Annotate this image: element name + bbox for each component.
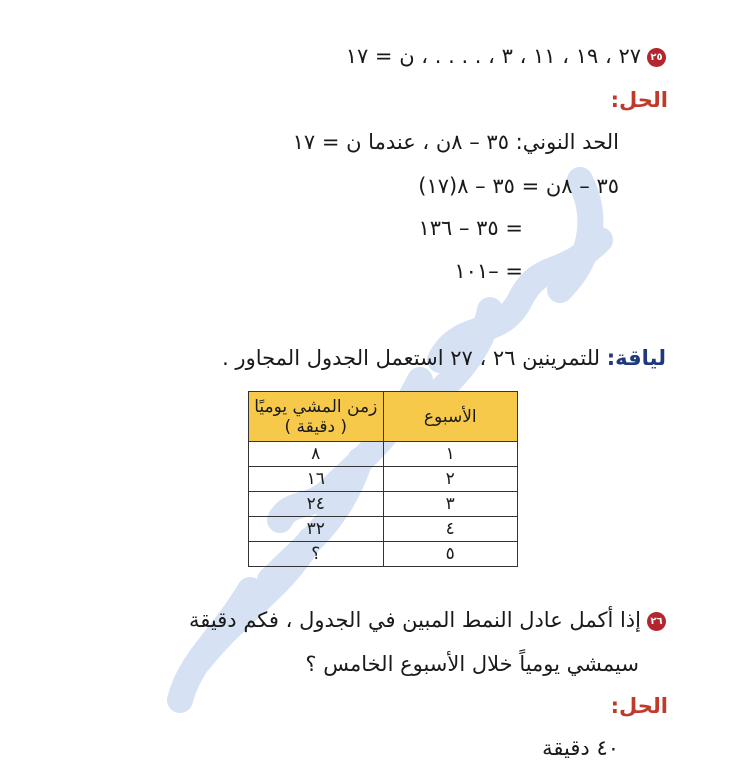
fitness-label: لياقة: [606, 346, 666, 370]
week-cell: ٤ [383, 517, 518, 542]
minutes-cell: ٢٤ [249, 492, 384, 517]
problem-26-line-1 [189, 606, 666, 634]
table-header-row [249, 392, 518, 442]
problem-25-step-2: ٣٥ – ٨ن = ٣٥ – ٨(١٧) [418, 174, 619, 198]
week-cell: ٥ [383, 542, 518, 567]
problem-25-step-1: الحد النوني: ٣٥ – ٨ن ، عندما ن = ١٧ [292, 130, 619, 154]
minutes-cell: ؟ [249, 542, 384, 567]
fitness-intro [222, 344, 666, 372]
problem-26-text-1: إذا أكمل عادل النمط المبين في الجدول ، فكم دقيقة [189, 608, 641, 632]
table-row [249, 492, 518, 517]
minutes-cell: ٣٢ [249, 517, 384, 542]
table-row [249, 467, 518, 492]
fitness-text: للتمرينين ٢٦ ، ٢٧ استعمل الجدول المجاور . [222, 346, 607, 370]
minutes-cell: ١٦ [249, 467, 384, 492]
walking-time-table [248, 391, 518, 567]
problem-25-solution-heading: الحل: [610, 88, 668, 112]
problem-26-line-2: سيمشي يومياً خلال الأسبوع الخامس ؟ [305, 652, 639, 676]
week-cell: ٣ [383, 492, 518, 517]
problem-25-step-3: = ٣٥ – ١٣٦ [418, 216, 523, 240]
week-cell: ١ [383, 442, 518, 467]
problem-25-number-badge: ٢٥ [647, 48, 666, 67]
problem-25-step-4: = –١٠١ [454, 259, 523, 283]
problem-25-statement [346, 42, 666, 70]
problem-26-solution-heading: الحل: [610, 694, 668, 718]
table-row [249, 542, 518, 567]
week-cell: ٢ [383, 467, 518, 492]
walk-time-column-header [249, 392, 384, 442]
table-row [249, 442, 518, 467]
problem-26-answer: ٤٠ دقيقة [542, 736, 619, 760]
walk-time-header-line-1: زمن المشي يوميًا [254, 396, 378, 417]
minutes-cell: ٨ [249, 442, 384, 467]
week-column-header: الأسبوع [383, 392, 518, 442]
problem-25-sequence: ٢٧ ، ١٩ ، ١١ ، ٣ ، . . . . ، ن = ١٧ [345, 44, 641, 68]
problem-26-number-badge: ٢٦ [647, 612, 666, 631]
table-row [249, 517, 518, 542]
walk-time-header-line-2: ( دقيقة ) [284, 416, 348, 437]
